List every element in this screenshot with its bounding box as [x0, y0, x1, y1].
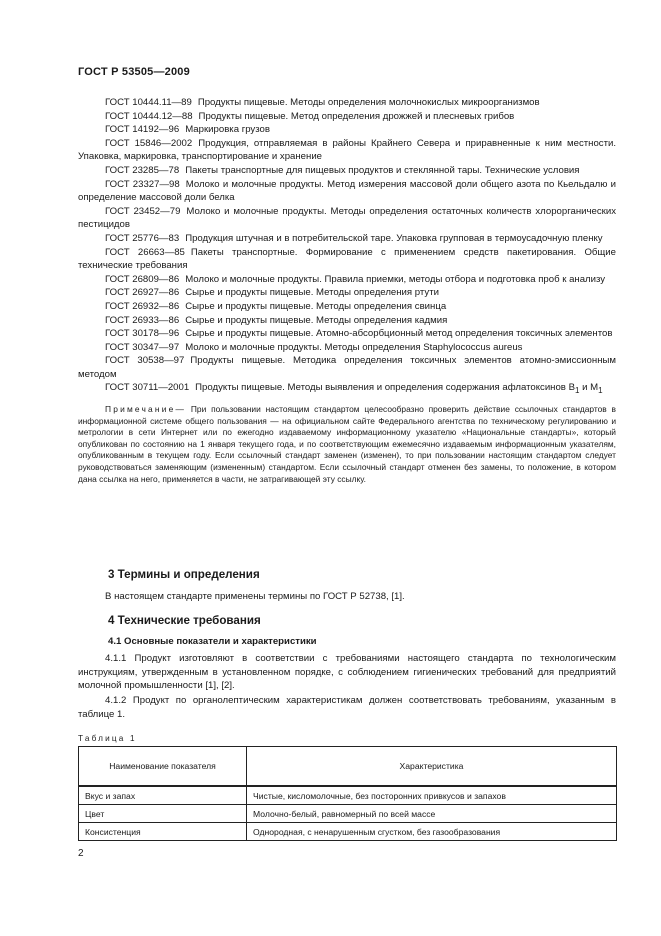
- table-header-cell: Характеристика: [247, 747, 617, 787]
- reference-item: ГОСТ 23327—98 Молоко и молочные продукты. Метод измерения массовой доли общего азота по Кьельдалю и определение массовой доли белка: [78, 178, 617, 204]
- reference-item: ГОСТ 30538—97 Продукты пищевые. Методика определения токсичных элементов атомно-эмиссионным методом: [78, 355, 616, 380]
- page-number: 2: [78, 848, 84, 859]
- note-label: Примечание—: [105, 403, 187, 414]
- section-3-text: В настоящем стандарте применены термины по ГОСТ Р 52738, [1].: [105, 591, 405, 602]
- reference-item: ГОСТ 10444.12—88 Продукты пищевые. Метод определения дрожжей и плесневых грибов: [105, 110, 515, 122]
- reference-item: ГОСТ 30178—96 Сырье и продукты пищевые. Атомно-абсорбционный метод определения токсичных элементов: [105, 328, 613, 340]
- table-cell: Однородная, с ненарушенным сгустком, без газообразования: [247, 823, 617, 841]
- reference-item: ГОСТ 10444.11—89 Продукты пищевые. Методы определения молочнокислых микроорганизмов: [105, 97, 540, 108]
- reference-item: ГОСТ 15846—2002 Продукция, отправляемая в районы Крайнего Севера и приравненные к ним местности. Упаковка, маркировка, транспортирование и хранение: [78, 137, 616, 163]
- note-text: При пользовании настоящим стандартом целесообразно проверить действие ссылочных стандартов в информационной системе общего пользования — на официальном сайте Федерального агентства по техническому регулированию и метрологии в сети Интернет или по ежегодно издаваемому информационному указателю «Национальные стандарты», который опубликован по состоянию на 1 января текущего года, и по соответствующим ежемесячно издаваемым информационным указателям, опубликованным в текущем году. Если ссылочный стандарт заменен (изменен), то при пользовании настоящим стандартом следует руководствоваться заменяющим (измененным) стандартом. Если ссылочный стандарт отменен без замены, то положение, в котором дана ссылка на него, применяется в части, не затрагивающей эту ссылку.: [78, 403, 616, 484]
- table-cell: Вкус и запах: [79, 786, 247, 805]
- reference-item: ГОСТ 23285—78 Пакеты транспортные для пищевых продуктов и стеклянной тары. Технические условия: [105, 164, 580, 176]
- reference-item: ГОСТ 26933—86 Сырье и продукты пищевые. Методы определения кадмия: [105, 314, 448, 326]
- section-3-title: 3 Термины и определения: [108, 568, 260, 581]
- paragraph-4-1-1: 4.1.1 Продукт изготовляют в соответствии с требованиями настоящего стандарта по технологическим инструкциям, утвержденным в установленном порядке, с соблюдением гигиенических требований для предприятий молочной промышленности [1], [2].: [78, 653, 616, 692]
- reference-item: ГОСТ 25776—83 Продукция штучная и в потребительской таре. Упаковка групповая в термоусадочную пленку: [105, 232, 603, 244]
- subsection-4-1-title: 4.1 Основные показатели и характеристики: [108, 636, 317, 647]
- note-block: [78, 404, 616, 485]
- table-cell: Цвет: [79, 805, 247, 823]
- reference-item: ГОСТ 26663—85 Пакеты транспортные. Формирование с применением средств пакетирования. Общие технические требования: [78, 246, 616, 272]
- table-row: [79, 823, 617, 841]
- document-header: ГОСТ Р 53505—2009: [78, 66, 190, 78]
- table-row: [79, 786, 617, 805]
- paragraph-4-1-2: 4.1.2 Продукт по органолептическим характеристикам должен соответствовать требованиям, указанным в таблице 1.: [78, 695, 616, 720]
- table-caption: Таблица 1: [78, 734, 137, 743]
- reference-item: ГОСТ 26927—86 Сырье и продукты пищевые. Методы определения ртути: [105, 287, 439, 299]
- table-cell: Консистенция: [79, 823, 247, 841]
- table-header-cell: Наименование показателя: [79, 747, 247, 787]
- reference-item: ГОСТ 26932—86 Сырье и продукты пищевые. Методы определения свинца: [105, 300, 447, 312]
- section-4-title: 4 Технические требования: [108, 614, 261, 627]
- reference-item: ГОСТ 30711—2001 Продукты пищевые. Методы выявления и определения содержания афлатоксинов $B_1$ и $M_1$: [105, 382, 603, 396]
- reference-item: ГОСТ 14192—96 Маркировка грузов: [105, 124, 270, 136]
- table-1: [78, 746, 617, 841]
- table-cell: Молочно-белый, равномерный по всей массе: [247, 805, 617, 823]
- reference-item: ГОСТ 26809—86 Молоко и молочные продукты. Правила приемки, методы отбора и подготовка проб к анализу: [105, 273, 606, 285]
- references-block: [78, 96, 616, 485]
- table-header-row: [79, 747, 617, 787]
- table-cell: Чистые, кисломолочные, без посторонних привкусов и запахов: [247, 786, 617, 805]
- table-row: [79, 805, 617, 823]
- reference-item: ГОСТ 30347—97 Молоко и молочные продукты. Методы определения Staphylococcus aureus: [105, 341, 523, 353]
- reference-item: ГОСТ 23452—79 Молоко и молочные продукты. Методы определения остаточных количеств хлорорганических пестицидов: [78, 205, 616, 231]
